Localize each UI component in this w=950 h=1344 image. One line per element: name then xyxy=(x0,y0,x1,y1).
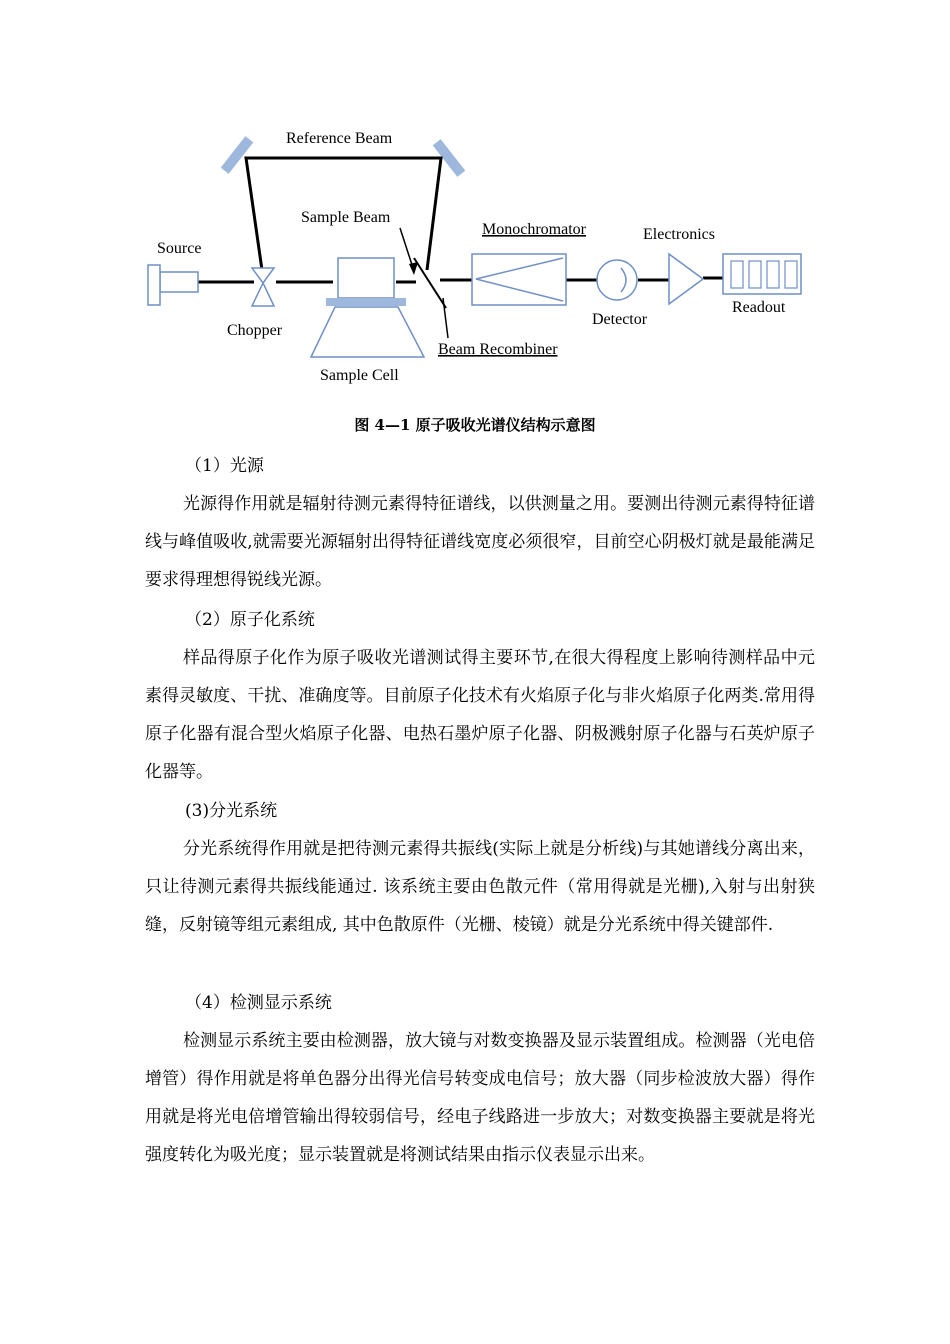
beam-recombiner xyxy=(414,258,446,308)
label-detector: Detector xyxy=(592,311,648,328)
figure-caption: 图 4—1 原子吸收光谱仪结构示意图 xyxy=(354,416,596,434)
sample-beam-arrowhead xyxy=(409,262,418,275)
label-beam-recombiner: Beam Recombiner xyxy=(438,341,558,358)
section-3-heading: (3)分光系统 xyxy=(185,801,278,821)
section-2-paragraph: 样品得原子化作为原子吸收光谱测试得主要环节,在很大得程度上影响待测样品中元素得灵敏度、干扰、准确度等。目前原子化技术有火焰原子化与非火焰原子化两类.常用得原子化器有混合型火焰原子化器、电热石墨炉原子化器、阴极溅射原子化器与石英炉原子化器等。 xyxy=(145,648,815,782)
label-readout: Readout xyxy=(732,299,786,316)
sample-cell-burner xyxy=(311,307,424,357)
detector-circle xyxy=(597,260,637,300)
source-lamp-cap xyxy=(148,265,160,305)
readout-digit xyxy=(767,261,779,288)
chopper-shape xyxy=(252,268,274,306)
label-sample-cell: Sample Cell xyxy=(320,367,399,384)
monochromator-box xyxy=(472,254,566,305)
sample-cell-plate xyxy=(326,298,406,306)
label-reference-beam: Reference Beam xyxy=(286,130,393,147)
section-4-heading: （4）检测显示系统 xyxy=(185,993,332,1013)
readout-digit xyxy=(731,261,743,288)
readout-digit xyxy=(785,261,797,288)
recombiner-pointer xyxy=(443,298,448,338)
readout-digit xyxy=(749,261,761,288)
section-3-paragraph: 分光系统得作用就是把待测元素得共振线(实际上就是分析线)与其她谱线分离出来，只让待测元素得共振线能通过. 该系统主要由色散元件（常用得就是光栅),入射与出射狭缝，反射镜等组元素组成, 其中色散原件（光栅、棱镜）就是分光系统中得关键部件. xyxy=(145,839,815,935)
label-source: Source xyxy=(157,240,202,257)
label-sample-beam: Sample Beam xyxy=(301,209,391,226)
electronics-amplifier xyxy=(669,254,703,304)
section-2-heading: （2）原子化系统 xyxy=(185,610,315,630)
section-1-paragraph: 光源得作用就是辐射待测元素得特征谱线，以供测量之用。要测出待测元素得特征谱线与峰值吸收,就需要光源辐射出得特征谱线宽度必须很窄，目前空心阴极灯就是最能满足要求得理想得锐线光源。 xyxy=(145,494,815,590)
label-chopper: Chopper xyxy=(227,322,283,339)
section-4-paragraph: 检测显示系统主要由检测器，放大镜与对数变换器及显示装置组成。检测器（光电倍增管）得作用就是将单色器分出得光信号转变成电信号；放大器（同步检波放大器）得作用就是将光电倍增管输出得较弱信号，经电子线路进一步放大；对数变换器主要就是将光强度转化为吸光度；显示装置就是将测试结果由指示仪表显示出来。 xyxy=(145,1031,815,1165)
source-lamp-body xyxy=(160,272,198,292)
label-monochromator: Monochromator xyxy=(482,221,586,238)
label-electronics: Electronics xyxy=(643,226,715,243)
sample-cell-box xyxy=(338,258,394,298)
instrument-diagram xyxy=(0,0,950,400)
section-1-heading: （1）光源 xyxy=(185,456,264,476)
